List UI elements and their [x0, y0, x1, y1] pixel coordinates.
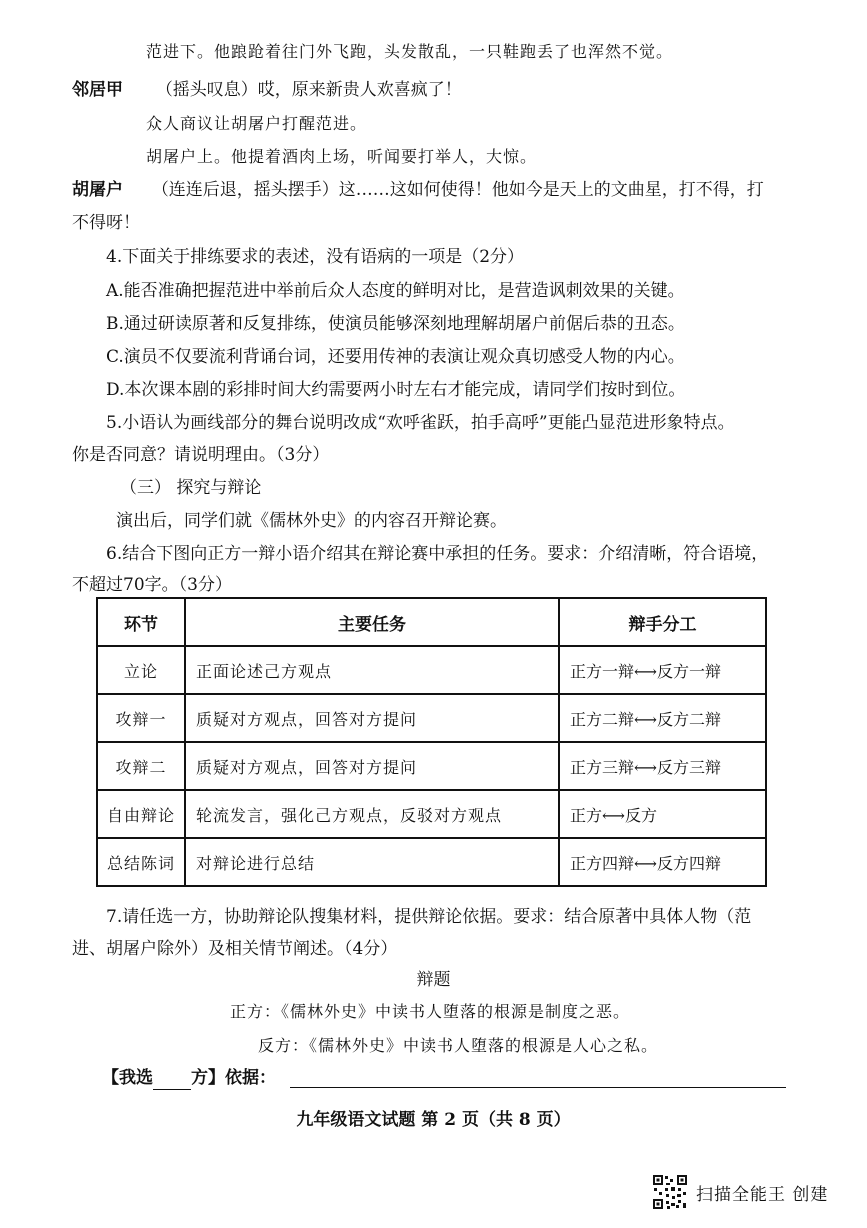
- answer-mid: 方】依据：: [191, 1068, 276, 1088]
- table-cell-stage: 总结陈词: [97, 838, 185, 886]
- dialogue-butcher: [72, 178, 764, 202]
- question-7-line-1: 7.请任选一方，协助辩论队搜集材料，提供辩论依据。要求：结合原著中具体人物（范: [106, 907, 752, 927]
- table-row: [97, 838, 766, 886]
- debate-topic-con: 反方：《儒林外史》中读书人堕落的根源是人心之私。: [258, 1036, 659, 1055]
- dialogue-text: （摇头叹息）哎，原来新贵人欢喜疯了！: [155, 80, 462, 100]
- stage-direction-discussion: 众人商议让胡屠户打醒范进。: [146, 114, 368, 133]
- table-cell-stage: 攻辩二: [97, 742, 185, 790]
- table-row: [97, 646, 766, 694]
- qr-code-icon: [652, 1174, 688, 1210]
- stage-direction-fan-jin-exit: 范进下。他踉跄着往门外飞跑，头发散乱，一只鞋跑丢了也浑然不觉。: [146, 42, 674, 61]
- dialogue-text: （连连后退，摇头摆手）这……这如何使得！他如今是天上的文曲星，打不得，打: [151, 180, 764, 200]
- question-6-line-1: 6.结合下图向正方一辩小语介绍其在辩论赛中承担的任务。要求：介绍清晰，符合语境，: [106, 544, 769, 564]
- question-5-line-2: 你是否同意？请说明理由。（3分）: [72, 445, 330, 465]
- debate-topic-pro: 正方：《儒林外史》中读书人堕落的根源是制度之恶。: [230, 1002, 631, 1021]
- table-cell-task: 轮流发言，强化己方观点，反驳对方观点: [185, 790, 559, 838]
- table-row: [97, 790, 766, 838]
- table-cell-task: 对辩论进行总结: [185, 838, 559, 886]
- question-6-line-2: 不超过70字。（3分）: [72, 575, 232, 595]
- answer-write-line[interactable]: [290, 1087, 786, 1088]
- speaker-name: 胡屠户: [72, 180, 123, 200]
- table-cell-task: 质疑对方观点，回答对方提问: [185, 694, 559, 742]
- dialogue-neighbor: [72, 78, 462, 102]
- table-row: [97, 694, 766, 742]
- table-row: [97, 742, 766, 790]
- table-cell-task: 正面论述己方观点: [185, 646, 559, 694]
- question-4-option-b: B.通过研读原著和反复排练，使演员能够深刻地理解胡屠户前倨后恭的丑态。: [106, 314, 685, 334]
- table-header-row: [97, 598, 766, 646]
- table-header: 主要任务: [185, 598, 559, 646]
- table-cell-debaters: 正方三辩⟷反方三辩: [559, 742, 766, 790]
- answer-prompt: [102, 1066, 276, 1090]
- stage-direction-butcher-enter: 胡屠户上。他提着酒肉上场，听闻要打举人，大惊。: [146, 147, 538, 166]
- question-4-option-c: C.演员不仅要流利背诵台词，还要用传神的表演让观众真切感受人物的内心。: [106, 347, 685, 367]
- answer-prefix: 【我选: [102, 1068, 153, 1088]
- table-cell-task: 质疑对方观点，回答对方提问: [185, 742, 559, 790]
- debate-schedule-table: [96, 597, 767, 887]
- section-heading: （三） 探究与辩论: [120, 478, 262, 498]
- side-choice-blank[interactable]: [153, 1069, 191, 1090]
- question-7-line-2: 进、胡屠户除外）及相关情节阐述。（4分）: [72, 939, 398, 959]
- question-5-line-1: 5.小语认为画线部分的舞台说明改成“欢呼雀跃，拍手高呼”更能凸显范进形象特点。: [106, 413, 735, 433]
- debate-topic-title: 辩题: [416, 970, 451, 990]
- question-4-option-a: A.能否准确把握范进中举前后众人态度的鲜明对比，是营造讽刺效果的关键。: [106, 281, 685, 301]
- table-cell-stage: 立论: [97, 646, 185, 694]
- speaker-name: 邻居甲: [72, 80, 123, 100]
- table-cell-debaters: 正方四辩⟷反方四辩: [559, 838, 766, 886]
- table-cell-stage: 自由辩论: [97, 790, 185, 838]
- scanner-label: 扫描全能王 创建: [696, 1184, 829, 1205]
- page-footer: 九年级语文试题 第 2 页（共 8 页）: [296, 1110, 571, 1130]
- table-header: 环节: [97, 598, 185, 646]
- table-header: 辩手分工: [559, 598, 766, 646]
- table-cell-debaters: 正方二辩⟷反方二辩: [559, 694, 766, 742]
- table-cell-debaters: 正方⟷反方: [559, 790, 766, 838]
- question-4-option-d: D.本次课本剧的彩排时间大约需要两小时左右才能完成，请同学们按时到位。: [106, 380, 686, 400]
- scanner-watermark: [652, 1174, 828, 1210]
- dialogue-butcher-continued: 不得呀！: [72, 213, 140, 233]
- section-intro: 演出后，同学们就《儒林外史》的内容召开辩论赛。: [116, 511, 507, 531]
- table-cell-stage: 攻辩一: [97, 694, 185, 742]
- question-4-stem: 4.下面关于排练要求的表述，没有语病的一项是（2分）: [106, 247, 525, 267]
- table-cell-debaters: 正方一辩⟷反方一辩: [559, 646, 766, 694]
